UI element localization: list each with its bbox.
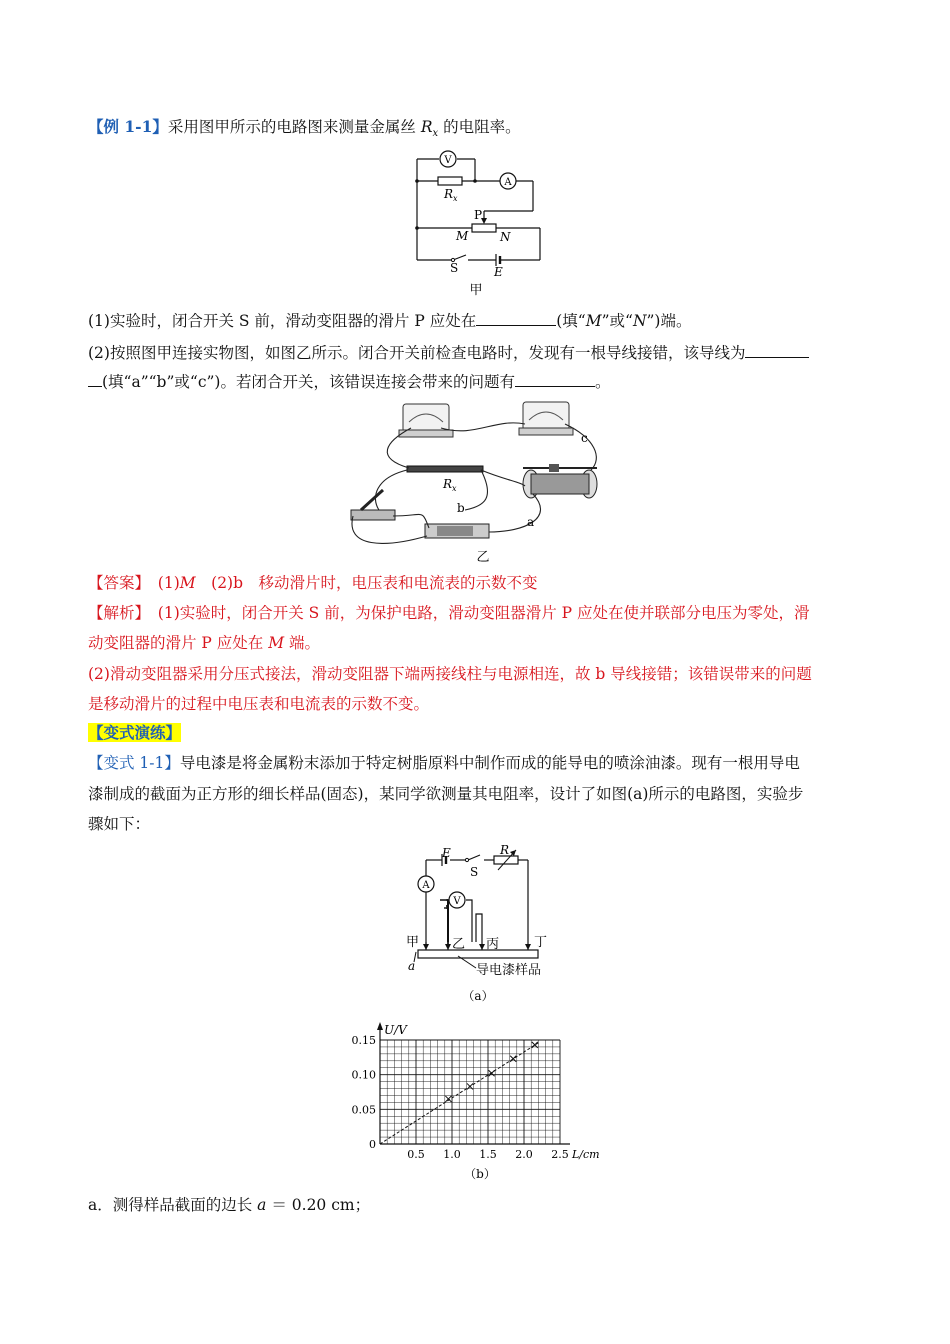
question-2-line2: (填“a”“b”或“c”)。若闭合开关，该错误连接会带来的问题有 。 bbox=[88, 370, 866, 393]
svg-text:甲: 甲 bbox=[406, 935, 420, 950]
answer: 【答案】 (1)M (2)b 移动滑片时，电压表和电流表的示数不变 bbox=[88, 574, 538, 592]
svg-text:乙: 乙 bbox=[452, 937, 466, 952]
analysis-line4: 是移动滑片的过程中电压表和电流表的示数不变。 bbox=[88, 695, 430, 713]
question-2-line1: (2)按照图甲连接实物图，如图乙所示。闭合开关前检查电路时，发现有一根导线接错，该导线为 bbox=[88, 341, 866, 364]
y-tick-label: 0.10 bbox=[351, 1068, 376, 1082]
y-tick-label: 0.05 bbox=[351, 1103, 376, 1117]
rheostat-device bbox=[523, 464, 597, 498]
svg-text:S: S bbox=[470, 865, 479, 879]
chart-u-vs-l bbox=[340, 1016, 610, 1186]
switch-device bbox=[351, 490, 395, 520]
svg-text:P: P bbox=[474, 208, 483, 222]
answer-blank bbox=[515, 370, 595, 387]
analysis-line1: 【解析】 (1)实验时，闭合开关 S 前，为保护电路，滑动变阻器滑片 P 应处在使并联部分电压为零处，滑 bbox=[88, 604, 810, 622]
svg-text:A: A bbox=[422, 880, 430, 891]
data-point bbox=[445, 1096, 451, 1102]
svg-text:E: E bbox=[494, 265, 503, 279]
data-point bbox=[489, 1070, 495, 1076]
svg-text:V: V bbox=[453, 896, 461, 907]
question-1: (1)实验时，闭合开关 S 前，滑动变阻器的滑片 P 应处在 (填“M”或“N”)端。 bbox=[88, 309, 866, 332]
x-tick-label: 0.5 bbox=[407, 1148, 425, 1161]
svg-text:b: b bbox=[457, 501, 465, 515]
battery-holder bbox=[425, 524, 489, 538]
chart-grid bbox=[380, 1040, 560, 1144]
y-axis-arrow bbox=[377, 1022, 383, 1030]
practice-line2: 漆制成的截面为正方形的细长样品(固态)，某同学欲测量其电阻率，设计了如图(a)所示的电路图，实验步 bbox=[88, 785, 804, 803]
svg-text:V: V bbox=[444, 155, 452, 166]
x-tick-label: 1.5 bbox=[479, 1148, 497, 1161]
origin-label: 0 bbox=[369, 1138, 376, 1151]
svg-text:丙: 丙 bbox=[486, 937, 500, 952]
svg-text:（a）: （a） bbox=[462, 989, 494, 1003]
practice-header: 【变式演练】 bbox=[88, 723, 182, 742]
answer-blank bbox=[88, 370, 102, 387]
analysis-line3: (2)滑动变阻器采用分压式接法，滑动变阻器下端两接线柱与电源相连，故 b 导线接错；该错误带来的问题 bbox=[88, 665, 812, 683]
svg-text:x: x bbox=[452, 484, 457, 493]
step-a: a．测得样品截面的边长 a ＝ 0.20 cm； bbox=[88, 1196, 371, 1214]
svg-text:甲: 甲 bbox=[469, 283, 483, 298]
practice-line3: 骤如下： bbox=[88, 815, 151, 833]
example-intro: 【例 1-1】采用图甲所示的电路图来测量金属丝 $R_x$ 的电阻率。 bbox=[88, 117, 521, 140]
svg-text:R: R bbox=[444, 187, 454, 201]
y-tick-label: 0.15 bbox=[351, 1034, 376, 1047]
x-axis-label: L/cm bbox=[572, 1148, 600, 1161]
example-tag: 【例 1-1】 bbox=[88, 117, 168, 136]
circuit-diagram-a bbox=[400, 838, 560, 1010]
svg-text:c: c bbox=[581, 431, 588, 445]
physical-wiring-figure-yi bbox=[345, 398, 615, 568]
svg-text:导电漆样品: 导电漆样品 bbox=[476, 963, 542, 978]
ammeter-device bbox=[519, 402, 573, 435]
x-tick-label: 2.0 bbox=[515, 1148, 533, 1161]
svg-text:A: A bbox=[504, 177, 512, 188]
svg-text:R: R bbox=[443, 477, 453, 491]
svg-text:R: R bbox=[500, 843, 510, 857]
answer-blank bbox=[476, 309, 556, 326]
svg-text:乙: 乙 bbox=[476, 550, 490, 565]
svg-text:a: a bbox=[527, 515, 535, 529]
x-tick-label: 1.0 bbox=[443, 1148, 461, 1161]
svg-text:M: M bbox=[456, 229, 469, 243]
analysis-line2: 动变阻器的滑片 P 应处在 M 端。 bbox=[88, 634, 321, 652]
y-axis-label: U/V bbox=[384, 1023, 407, 1037]
svg-text:x: x bbox=[453, 194, 458, 203]
conductive-paint-sample bbox=[418, 950, 538, 958]
answer-blank bbox=[745, 341, 809, 358]
svg-text:N: N bbox=[500, 230, 511, 244]
rx-resistor-board bbox=[407, 466, 483, 472]
practice-line1: 【变式 1-1】导电漆是将金属粉末添加于特定树脂原料中制作而成的能导电的喷涂油漆。现有一根用导电 bbox=[88, 754, 800, 772]
x-tick-label: 2.5 bbox=[551, 1148, 569, 1161]
svg-text:E: E bbox=[442, 846, 451, 860]
svg-text:丁: 丁 bbox=[534, 935, 548, 950]
circuit-diagram-jia bbox=[400, 148, 550, 298]
svg-text:S: S bbox=[450, 261, 459, 275]
svg-text:a: a bbox=[408, 959, 416, 973]
chart-caption: （b） bbox=[464, 1167, 496, 1181]
voltmeter-device bbox=[399, 404, 453, 437]
